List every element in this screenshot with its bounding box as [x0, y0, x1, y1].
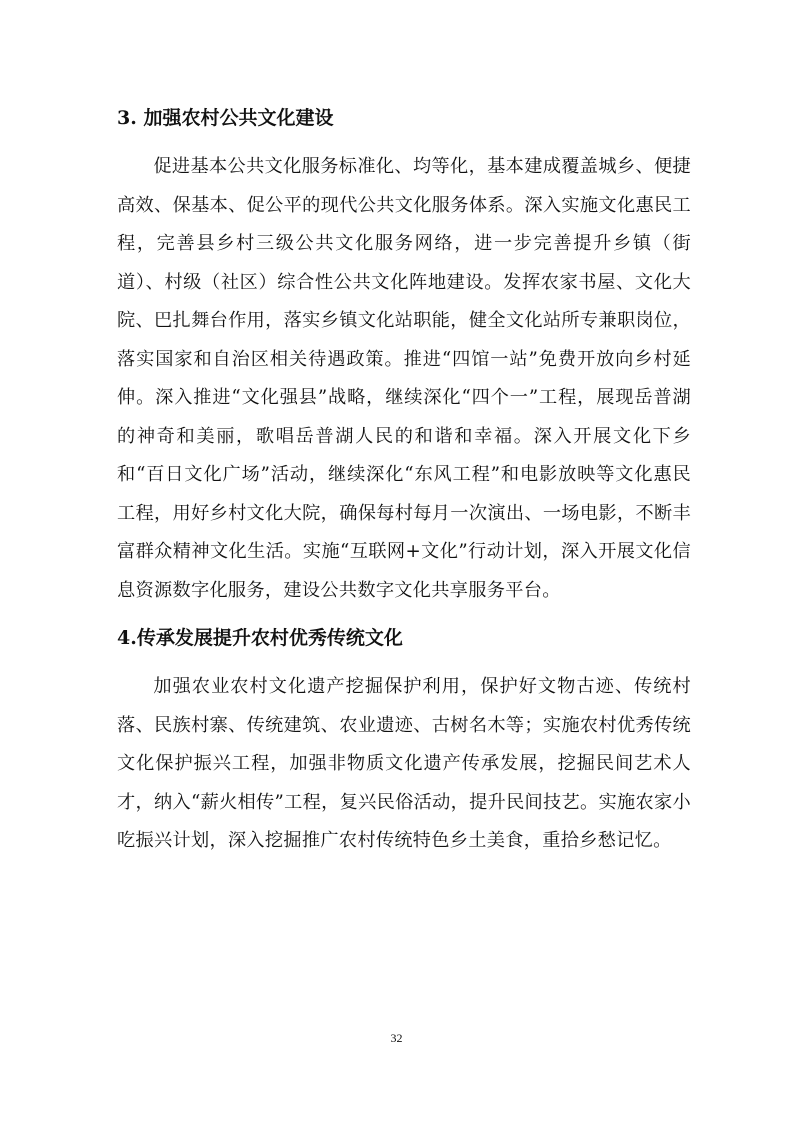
page-body [117, 98, 691, 861]
section-paragraph-traditional-culture: 加强农业农村文化遗产挖掘保护利用，保护好文物古迹、传统村落、民族村寨、传统建筑、农业遗迹、古树名木等；实施农村优秀传统文化保护振兴工程，加强非物质文化遗产传承发展，挖掘民间艺术人才，纳入“薪火相传”工程，复兴民俗活动，提升民间技艺。实施农家小吃振兴计划，深入挖掘推广农村传统特色乡土美食，重拾乡愁记忆。 [117, 676, 691, 851]
section-heading-traditional-culture: 4.传承发展提升农村优秀传统文化 [117, 627, 403, 649]
section-heading-rural-public-culture: 3. 加强农村公共文化建设 [117, 107, 334, 129]
section-paragraph-rural-public-culture: 促进基本公共文化服务标准化、均等化，基本建成覆盖城乡、便捷高效、保基本、促公平的现代公共文化服务体系。深入实施文化惠民工程，完善县乡村三级公共文化服务网络，进一步完善提升乡镇（街道）、村级（社区）综合性公共文化阵地建设。发挥农家书屋、文化大院、巴扎舞台作用，落实乡镇文化站职能，健全文化站所专兼职岗位，落实国家和自治区相关待遇政策。推进“四馆一站”免费开放向乡村延伸。深入推进“文化强县”战略，继续深化“四个一”工程，展现岳普湖的神奇和美丽，歌唱岳普湖人民的和谐和幸福。深入开展文化下乡和“百日文化广场”活动，继续深化“东风工程”和电影放映等文化惠民工程，用好乡村文化大院，确保每村每月一次演出、一场电影，不断丰富群众精神文化生活。实施“互联网+文化”行动计划，深入开展文化信息资源数字化服务，建设公共数字文化共享服务平台。 [117, 156, 691, 601]
page-number: 32 [390, 1031, 403, 1045]
